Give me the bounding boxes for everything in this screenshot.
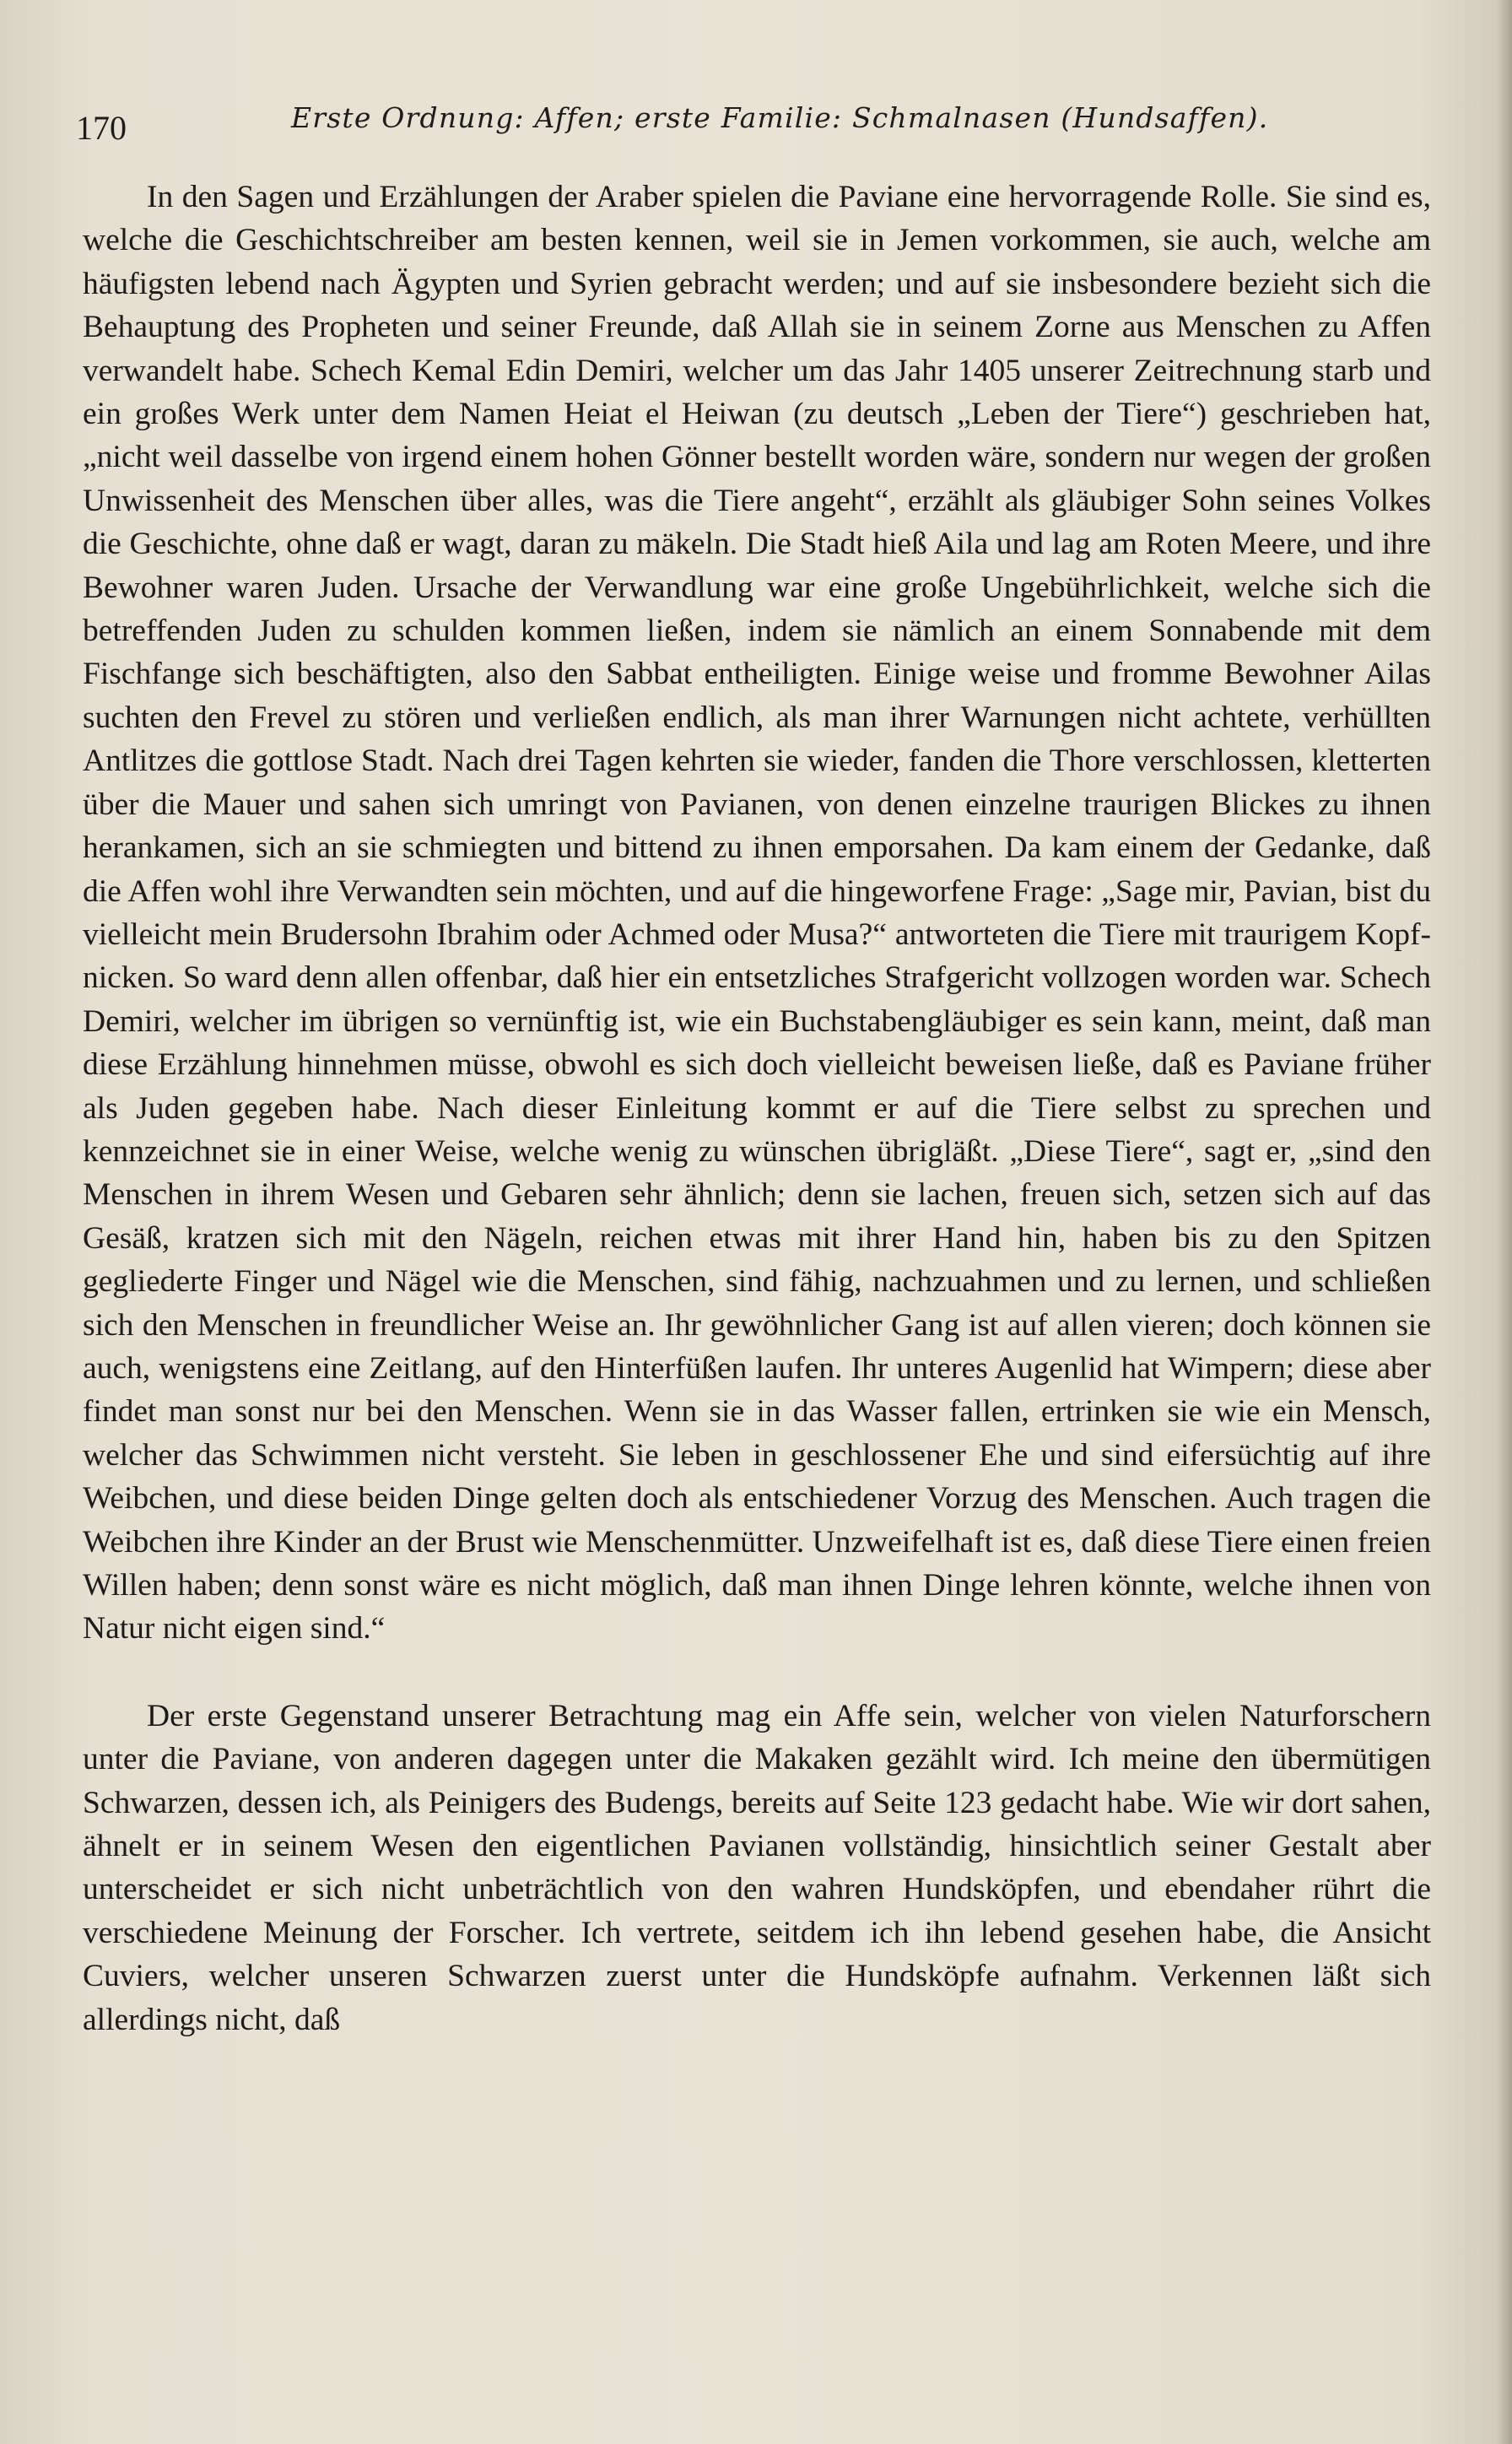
- page-edge-shadow: [1497, 0, 1512, 2444]
- body-text: [83, 176, 1431, 2041]
- page-number: 170: [76, 109, 127, 147]
- paragraph-1: In den Sagen und Erzählungen der Araber spielen die Paviane eine hervorragende Rolle. Sie sind es, welche die Geschichtschreiber am besten kennen, weil sie in Jemen vorkommen, sie auch, welche am häufigsten lebend nach Ägypten und Syrien gebracht werden; und auf sie insbesondere bezieht sich die Behauptung des Propheten und seiner Freunde, daß Allah sie in seinem Zorne aus Menschen zu Affen verwandelt habe. Schech Kemal Edin Demiri, welcher um das Jahr 1405 unserer Zeitrechnung starb und ein großes Werk unter dem Namen Heiat el Heiwan (zu deutsch „Leben der Tiere“) geschrieben hat, „nicht weil dasselbe von irgend einem hohen Gönner bestellt worden wäre, sondern nur wegen der großen Unwissenheit des Menschen über alles, was die Tiere angeht“, erzählt als gläubiger Sohn seines Volkes die Geschichte, ohne daß er wagt, daran zu mäkeln. Die Stadt hieß Aila und lag am Roten Meere, und ihre Bewohner waren Juden. Ursache der Verwandlung war eine große Ungebührlichkeit, welche sich die betreffenden Juden zu schulden kommen ließen, indem sie nämlich an einem Sonnabende mit dem Fischfange sich beschäftigten, also den Sabbat entheiligten. Einige weise und fromme Bewohner Ailas suchten den Frevel zu stören und verließen endlich, als man ihrer Warnungen nicht achtete, verhüllten Antlitzes die gottlose Stadt. Nach drei Tagen kehrten sie wieder, fanden die Thore verschlossen, kletterten über die Mauer und sahen sich umringt von Pavianen, von denen einzelne traurigen Blickes zu ihnen herankamen, sich an sie schmiegten und bittend zu ihnen emporsahen. Da kam einem der Gedanke, daß die Affen wohl ihre Verwandten sein möchten, und auf die hingeworfene Frage: „Sage mir, Pavian, bist du vielleicht mein Brudersohn Ibrahim oder Achmed oder Musa?“ antworteten die Tiere mit traurigem Kopfnicken. So ward denn allen offenbar, daß hier ein entsetzliches Strafgericht vollzogen worden war. Schech Demiri, welcher im übrigen so vernünftig ist, wie ein Buchstabengläubiger es sein kann, meint, daß man diese Erzählung hinnehmen müsse, obwohl es sich doch vielleicht beweisen ließe, daß es Paviane früher als Juden gegeben habe. Nach dieser Einleitung kommt er auf die Tiere selbst zu sprechen und kennzeichnet sie in einer Weise, welche wenig zu wünschen übrigläßt. „Diese Tiere“, sagt er, „sind den Menschen in ihrem Wesen und Gebaren sehr ähnlich; denn sie lachen, freuen sich, setzen sich auf das Gesäß, kratzen sich mit den Nägeln, reichen etwas mit ihrer Hand hin, haben bis zu den Spitzen gegliederte Finger und Nägel wie die Menschen, sind fähig, nachzuahmen und zu lernen, und schließen sich den Menschen in freundlicher Weise an. Ihr gewöhnlicher Gang ist auf allen vieren; doch können sie auch, wenigstens eine Zeitlang, auf den Hinterfüßen laufen. Ihr unteres Augenlid hat Wimpern; diese aber findet man sonst nur bei den Menschen. Wenn sie in das Wasser fallen, ertrinken sie wie ein Mensch, welcher das Schwimmen nicht versteht. Sie leben in geschlossener Ehe und sind eifersüchtig auf ihre Weibchen, und diese beiden Dinge gelten doch als entschiedener Vorzug des Menschen. Auch tragen die Weibchen ihre Kinder an der Brust wie Menschenmütter. Unzweifelhaft ist es, daß diese Tiere einen freien Willen haben; denn sonst wäre es nicht möglich, daß man ihnen Dinge lehren könnte, welche ihnen von Natur nicht eigen sind.“: [83, 180, 1431, 1646]
- paragraph-2: Der erste Gegenstand unserer Betrachtung mag ein Affe sein, welcher von vielen Naturforschern unter die Paviane, von anderen dagegen unter die Makaken gezählt wird. Ich meine den übermütigen Schwarzen, dessen ich, als Peinigers des Budengs, bereits auf Seite 123 gedacht habe. Wie wir dort sahen, ähnelt er in seinem Wesen den eigentlichen Pavianen vollständig, hinsichtlich seiner Gestalt aber unterscheidet er sich nicht unbeträchtlich von den wahren Hundsköpfen, und ebendaher rührt die verschiedene Meinung der Forscher. Ich vertrete, seitdem ich ihn lebend gesehen habe, die Ansicht Cuviers, welcher unseren Schwarzen zuerst unter die Hundsköpfe aufnahm. Verkennen läßt sich allerdings nicht, daß: [83, 1698, 1431, 2037]
- page-header: [76, 100, 1443, 150]
- running-head: Erste Ordnung: Affen; erste Familie: Schmalnasen (Hundsaffen).: [291, 101, 1269, 134]
